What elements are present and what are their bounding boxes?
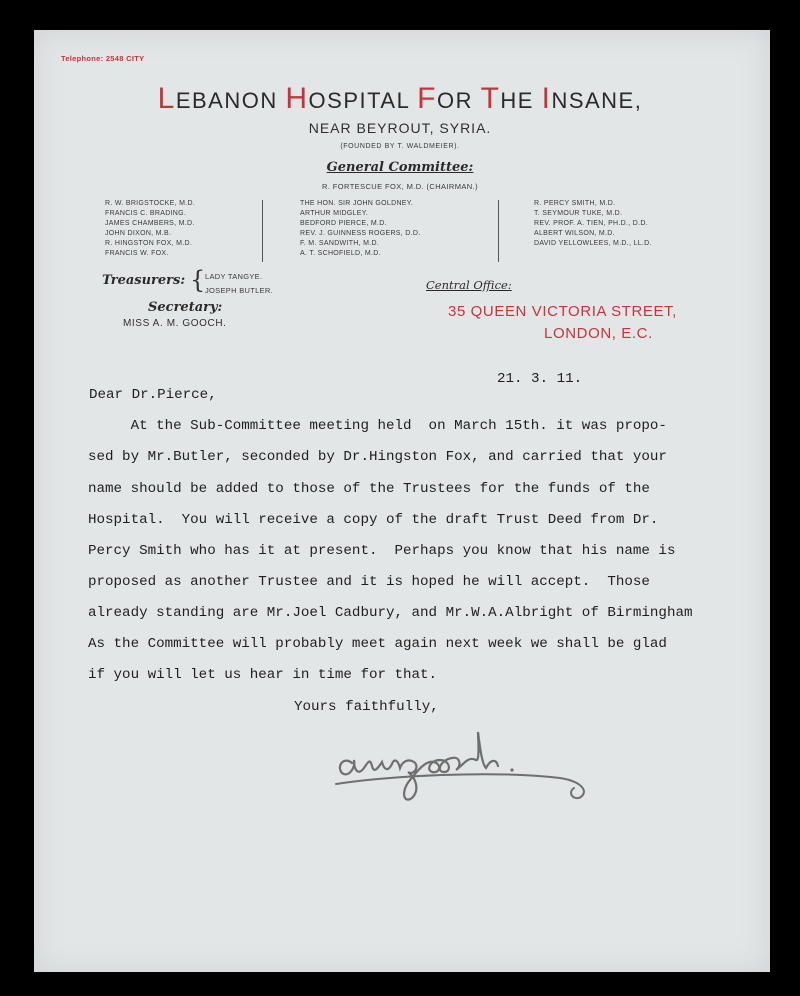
column-divider: [262, 200, 263, 262]
salutation: Dear Dr.Pierce,: [89, 387, 217, 403]
treasurers-label: Treasurers:: [102, 273, 186, 288]
committee-member: ALBERT WILSON, M.D.: [534, 230, 615, 237]
committee-member: ARTHUR MIDGLEY.: [300, 210, 369, 217]
title-cap: L: [157, 82, 176, 115]
telephone-line: Telephone: 2548 CITY: [61, 54, 145, 63]
committee-member: JOHN DIXON, M.B.: [105, 230, 172, 237]
address-line-1: 35 QUEEN VICTORIA STREET,: [448, 303, 677, 320]
treasurer-name: LADY TANGYE.: [205, 272, 263, 281]
chairman-line: R. FORTESCUE FOX, M.D. (CHAIRMAN.): [322, 182, 478, 191]
committee-member: R. PERCY SMITH, M.D.: [534, 200, 616, 207]
founded-line: (FOUNDED BY T. WALDMEIER).: [340, 143, 460, 150]
treasurers-list: [205, 270, 273, 298]
committee-member: R. HINGSTON FOX, M.D.: [105, 240, 193, 247]
committee-column-3: [534, 199, 652, 249]
body-line: At the Sub-Committee meeting held on March 15th. it was propo-: [88, 418, 667, 434]
committee-member: THE HON. SIR JOHN GOLDNEY.: [300, 200, 414, 207]
committee-column-1: [105, 199, 195, 259]
central-office-label: Central Office:: [426, 278, 512, 292]
secretary-name: MISS A. M. GOOCH.: [123, 318, 227, 329]
body-line: name should be added to those of the Trustees for the funds of the: [88, 481, 650, 497]
committee-member: BEDFORD PIERCE, M.D.: [300, 220, 387, 227]
title-cap: F: [417, 82, 437, 115]
committee-member: F. M. SANDWITH, M.D.: [300, 240, 380, 247]
signature: [330, 718, 590, 818]
hospital-title: [0, 82, 800, 116]
committee-member: FRANCIS W. FOX.: [105, 250, 169, 257]
committee-heading: General Committee:: [326, 160, 474, 175]
title-rest: EBANON: [175, 88, 286, 113]
body-line: if you will let us hear in time for that.: [88, 667, 438, 683]
body-line: As the Committee will probably meet again next week we shall be glad: [88, 636, 667, 652]
committee-member: FRANCIS C. BRADING.: [105, 210, 187, 217]
body-line: Hospital. You will receive a copy of the draft Trust Deed from Dr.: [88, 512, 659, 528]
title-cap: H: [285, 82, 309, 115]
committee-member: R. W. BRIGSTOCKE, M.D.: [105, 200, 196, 207]
title-cap: T: [480, 82, 501, 115]
title-rest: OR: [436, 88, 481, 113]
title-cap: I: [541, 82, 552, 115]
committee-member: T. SEYMOUR TUKE, M.D.: [534, 210, 623, 217]
address-line-2: LONDON, E.C.: [544, 325, 653, 342]
location-line: NEAR BEYROUT, SYRIA.: [308, 120, 492, 136]
letter-date: 21. 3. 11.: [497, 371, 583, 387]
committee-member: REV. PROF. A. TIEN, PH.D., D.D.: [534, 220, 648, 227]
closing: Yours faithfully,: [294, 699, 439, 715]
body-line: sed by Mr.Butler, seconded by Dr.Hingston Fox, and carried that your: [88, 449, 667, 465]
treasurer-name: JOSEPH BUTLER.: [205, 286, 273, 295]
committee-member: A. T. SCHOFIELD, M.D.: [300, 250, 381, 257]
secretary-label: Secretary:: [148, 300, 223, 315]
committee-member: REV. J. GUINNESS ROGERS, D.D.: [300, 230, 421, 237]
body-line: Percy Smith who has it at present. Perhaps you know that his name is: [88, 543, 676, 559]
column-divider: [498, 200, 499, 262]
body-line: already standing are Mr.Joel Cadbury, and Mr.W.A.Albright of Birmingham: [88, 605, 693, 621]
committee-member: DAVID YELLOWLEES, M.D., LL.D.: [534, 240, 652, 247]
committee-member: JAMES CHAMBERS, M.D.: [105, 220, 195, 227]
title-rest: NSANE,: [551, 88, 643, 113]
title-rest: HE: [500, 88, 542, 113]
title-rest: OSPITAL: [308, 88, 418, 113]
body-line: proposed as another Trustee and it is hoped he will accept. Those: [88, 574, 650, 590]
brace-icon: {: [190, 266, 206, 294]
committee-column-2: [300, 199, 420, 259]
